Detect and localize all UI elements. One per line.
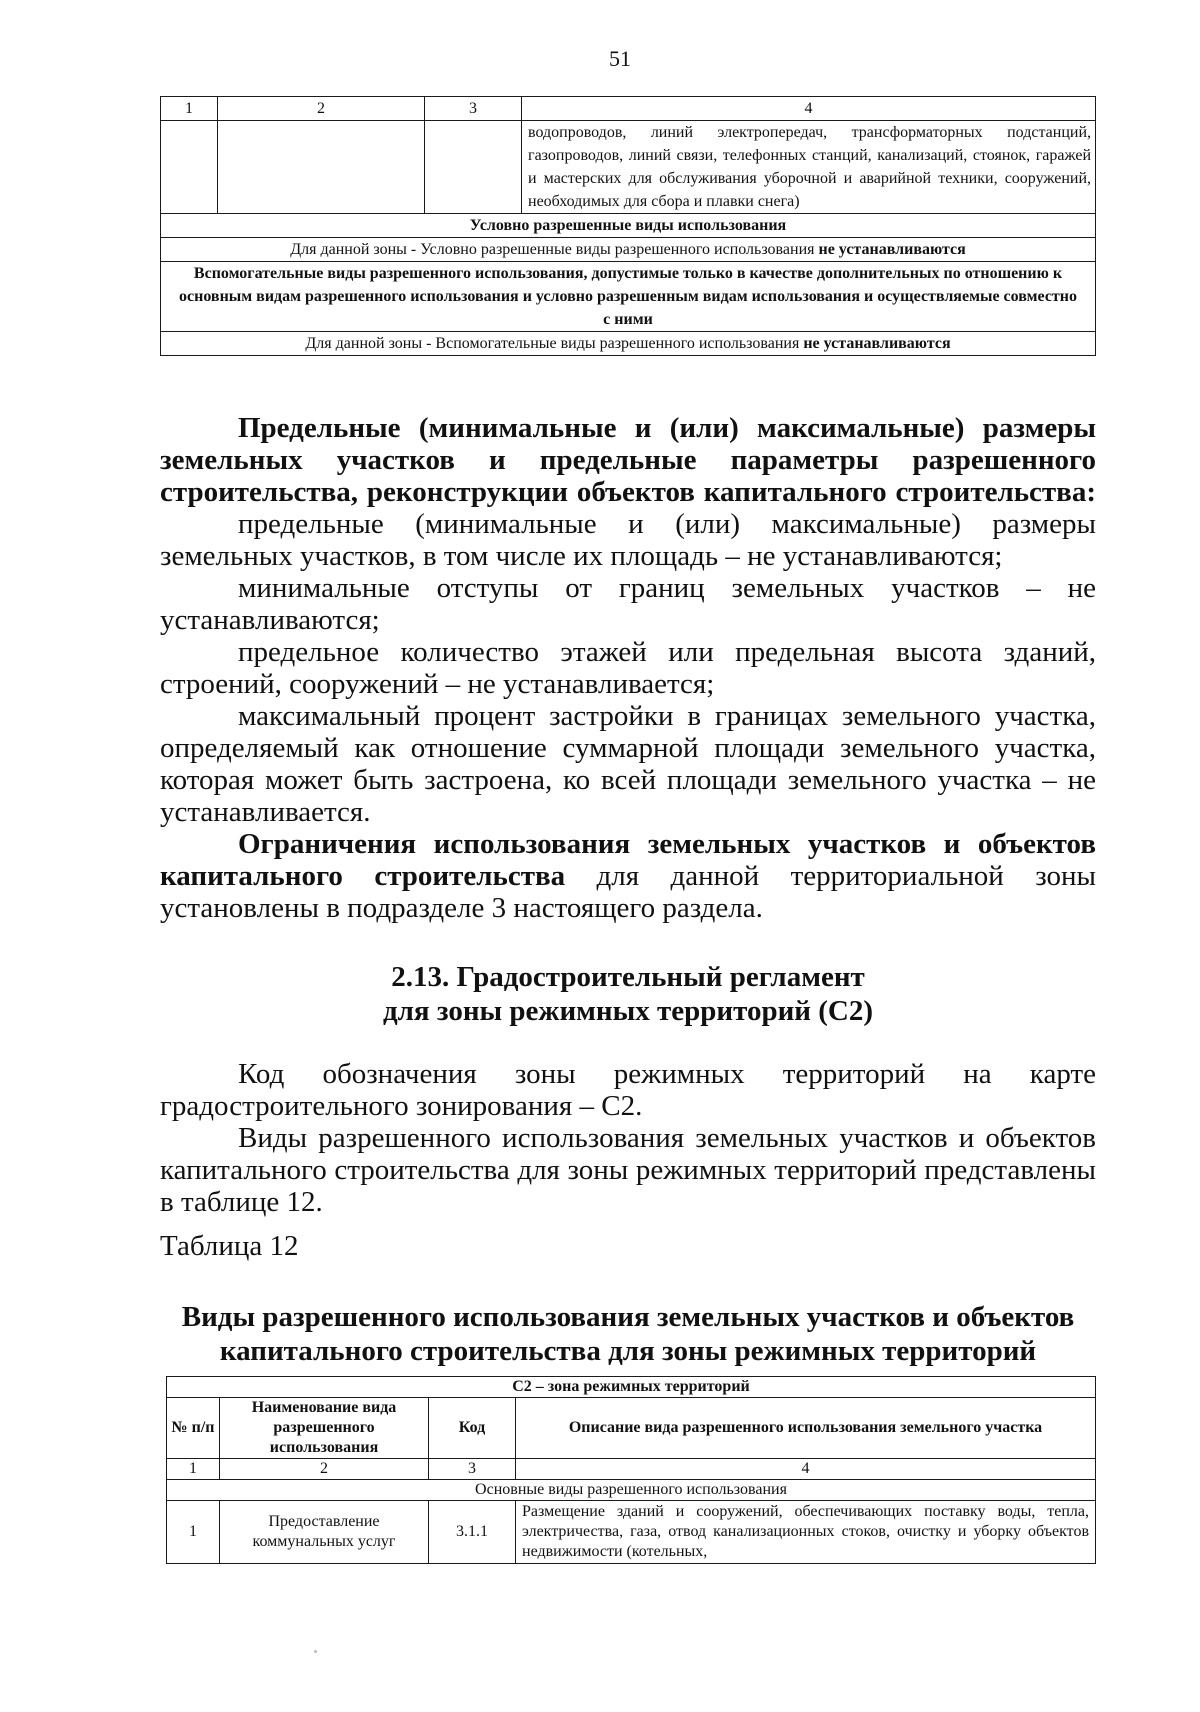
column-number-1: 1: [161, 97, 218, 121]
column-number-row: [167, 1459, 1096, 1480]
restrictions-text: для данной территориальной зоны установлены в подразделе 3 настоящего раздела.: [160, 860, 1097, 924]
page-number: 51: [609, 46, 631, 71]
limits-heading: Предельные (минимальные и (или) максимальные) размеры земельных участков и предельные параметры разрешенного строительства, реконструкции объектов капитального строительства:: [160, 412, 1096, 508]
empty-cell: [425, 121, 522, 214]
column-number-2: 2: [220, 1459, 429, 1480]
paragraph-percent: максимальный процент застройки в границах земельного участка, определяемый как отношение суммарной площади земельного участка, которая может быть застроена, ко всей площади земельного участка – не устанавливается.: [160, 700, 1096, 828]
zone-title: С2 – зона режимных территорий: [167, 1377, 1096, 1398]
table-section-row: [161, 214, 1096, 238]
section-heading-line-2: для зоны режимных территорий (С2): [382, 995, 874, 1027]
table-header-row: [167, 1398, 1096, 1459]
column-number-3: 3: [429, 1459, 516, 1480]
table-title-line-1: Виды разрешенного использования земельных участков и объектов: [181, 1301, 1075, 1333]
column-number-2: 2: [218, 97, 425, 121]
table-12: [166, 1376, 1096, 1564]
continuation-description: водопроводов, линий электропередач, трансформаторных подстанций, газопроводов, линий связи, телефонных станций, канализаций, стоянок, гаражей и мастерских для обслуживания уборочной и аварийной техники, сооружений, необходимых для сбора и плавки снега): [522, 121, 1096, 214]
scan-speck: [314, 1650, 317, 1653]
zone-title-row: [167, 1377, 1096, 1398]
column-number-4: 4: [522, 97, 1096, 121]
table-note-row: [161, 238, 1096, 262]
table-label: Таблица 12: [160, 1230, 299, 1262]
row-use-name: Предоставление коммунальных услуг: [220, 1501, 429, 1564]
column-header-name: Наименование вида разрешенного использования: [220, 1398, 429, 1459]
column-number-1: 1: [167, 1459, 220, 1480]
column-header-number: № п/п: [167, 1398, 220, 1459]
note-bold-text: не устанавливаются: [818, 241, 966, 258]
section-heading-line-1: 2.13. Градостроительный регламент: [391, 961, 865, 993]
conditional-uses-header: Условно разрешенные виды использования: [161, 214, 1096, 238]
row-description: Размещение зданий и сооружений, обеспечивающих поставку воды, тепла, электричества, газа, отвод канализационных стоков, очистку и уборку объектов недвижимости (котельных,: [516, 1501, 1096, 1564]
note-bold-text: не устанавливаются: [803, 335, 951, 352]
column-header-description: Описание вида разрешенного использования земельного участка: [516, 1398, 1096, 1459]
auxiliary-uses-note: [161, 332, 1096, 356]
section-heading: [160, 960, 1096, 1028]
paragraph-code: Код обозначения зоны режимных территорий на карте градостроительного зонирования – С2.: [160, 1058, 1096, 1122]
auxiliary-uses-header: Вспомогательные виды разрешенного использования, допустимые только в качестве дополнительных по отношению к основным видам разрешенного использования и условно разрешенным видам использования и осуществляемые совместно с ними: [161, 262, 1096, 332]
table-section-row: [161, 262, 1096, 332]
row-number: 1: [167, 1501, 220, 1564]
table-header-row: [161, 97, 1096, 121]
table-section-row: [167, 1480, 1096, 1501]
document-body: [160, 412, 1096, 1368]
paragraph-setbacks: минимальные отступы от границ земельных участков – не устанавливаются;: [160, 572, 1096, 636]
table-title: [160, 1300, 1096, 1368]
column-number-4: 4: [516, 1459, 1096, 1480]
permitted-use-table-continuation: [160, 96, 1096, 356]
note-text: Для данной зоны - Вспомогательные виды разрешенного использования: [305, 335, 804, 352]
paragraph-floors: предельное количество этажей или предельная высота зданий, строений, сооружений – не устанавливается;: [160, 636, 1096, 700]
empty-cell: [161, 121, 218, 214]
paragraph-restrictions: [160, 828, 1096, 924]
paragraph-types: Виды разрешенного использования земельных участков и объектов капитального строительства для зоны режимных территорий представлены в таблице 12.: [160, 1122, 1096, 1218]
empty-cell: [218, 121, 425, 214]
note-text: Для данной зоны - Условно разрешенные виды разрешенного использования: [290, 241, 819, 258]
table-note-row: [161, 332, 1096, 356]
column-number-3: 3: [425, 97, 522, 121]
paragraph-sizes: предельные (минимальные и (или) максимальные) размеры земельных участков, в том числе их площадь – не устанавливаются;: [160, 508, 1096, 572]
conditional-uses-note: [161, 238, 1096, 262]
table-row: [167, 1501, 1096, 1564]
table-title-line-2: капитального строительства для зоны режимных территорий: [219, 1335, 1037, 1367]
row-code: 3.1.1: [429, 1501, 516, 1564]
main-uses-header: Основные виды разрешенного использования: [167, 1480, 1096, 1501]
restrictions-bold: Ограничения использования земельных участков и объектов капитального строительства: [160, 828, 1096, 892]
column-header-code: Код: [429, 1398, 516, 1459]
table-row: [161, 121, 1096, 214]
